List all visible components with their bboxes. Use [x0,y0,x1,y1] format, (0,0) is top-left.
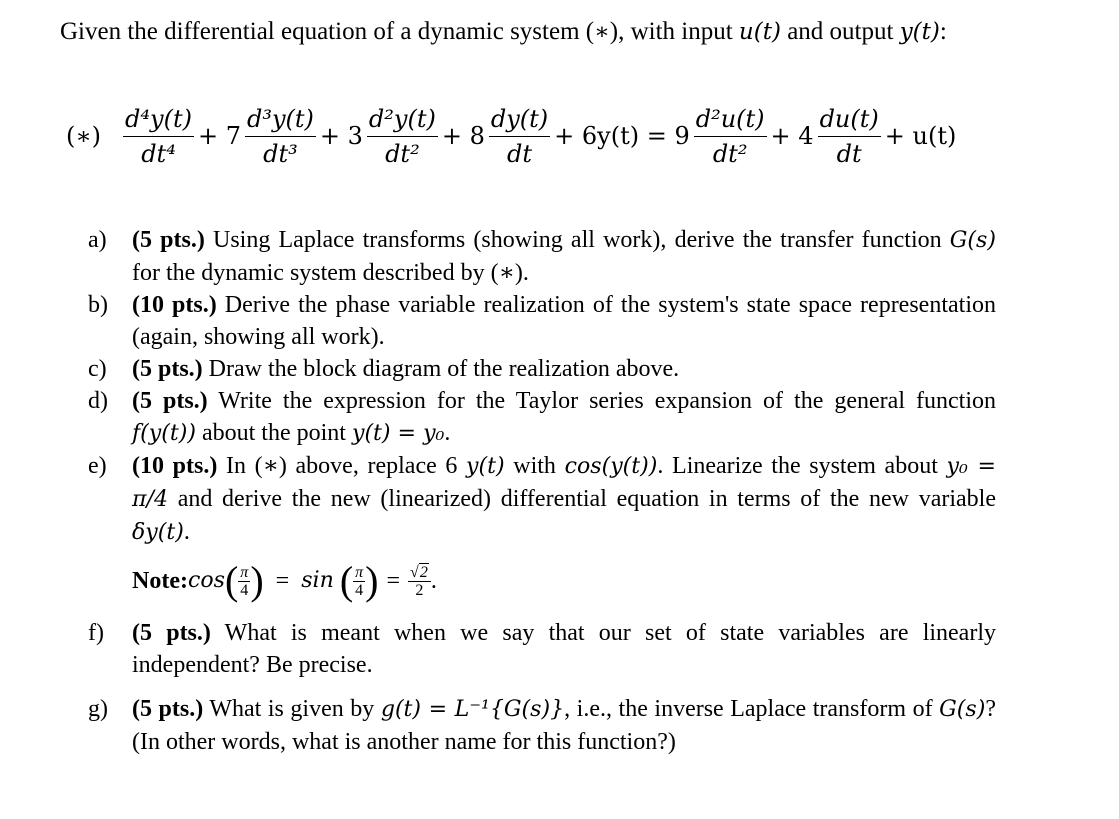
question-g: g) (5 pts.) What is given by g(t) = L⁻¹{G(s)}, i.e., the inverse Laplace transform of G(s)? (In other words, what is another name for this function?) [88,696,996,755]
first-derivative-u: $\frac{du(t)}{dt}$ [819,104,879,168]
second-derivative-y: $\frac{\text{d²y(t)}}{\text{dt²}}$ [368,104,436,168]
trig-note: Note: cos ( $\frac{\pi}{4}$ ) = sin ( $\frac{\pi}{4}$ ) = √ 2 2 . [132,558,437,603]
question-d: d) (5 pts.) Write the expression for the Taylor series expansion of the general function f(y(t)) about the point y(t) = y₀. [88,388,996,446]
question-c: c) (5 pts.) Draw the block diagram of the realization above. [88,356,680,382]
input-symbol: u(t) [738,19,781,45]
question-f: f) (5 pts.) What is meant when we say that our set of state variables are linearly independent? Be precise. [88,620,996,678]
question-e: e) (10 pts.) In (∗) above, replace 6 y(t) with cos(y(t)). Linearize the system about y₀ = π/4 and derive the new (linearized) differential equation in terms of the new variable δy(t). Note: cos ( $\frac{\pi}{4}$ ) = sin ( $\frac{\pi}{4}$ ) = √ 2 2 . [88,450,996,611]
intro-sentence: Given the differential equation of a dynamic system (∗), with input u(t) and output y(t): [60,18,947,45]
fourth-derivative-y: $\frac{\text{d⁴y(t)}}{\text{dt⁴}}$ [125,104,192,168]
first-derivative-y: $\frac{dy(t)}{dt}$ [490,104,549,168]
question-a: a) (5 pts.) Using Laplace transforms (showing all work), derive the transfer function G(s) for the dynamic system described by (∗). [88,227,996,286]
equation-label: (∗) [66,122,102,150]
third-derivative-y: $\frac{\text{d³y(t)}}{\text{dt³}}$ [246,104,314,168]
question-b: b) (10 pts.) Derive the phase variable realization of the system's state space representation (again, showing all work). [88,292,996,350]
output-symbol: y(t) [899,19,940,45]
second-derivative-u: $\frac{\text{d²u(t)}}{\text{dt²}}$ [695,104,765,168]
question-list [88,224,996,758]
differential-equation: (∗) $\frac{\text{d⁴y(t)}}{\text{dt⁴}}$ + 7 $\frac{\text{d³y(t)}}{\text{dt³}}$ + 3 $\frac{\text{d²y(t)}}{\text{dt²}}$ + 8 $\frac{dy(t)}{dt}$ + 6y(t) = 9 $\frac{\text{d²u(t)}}{\text{dt²}}$ + 4 $\frac{du(t)}{dt}$ + u(t) [66,104,957,168]
